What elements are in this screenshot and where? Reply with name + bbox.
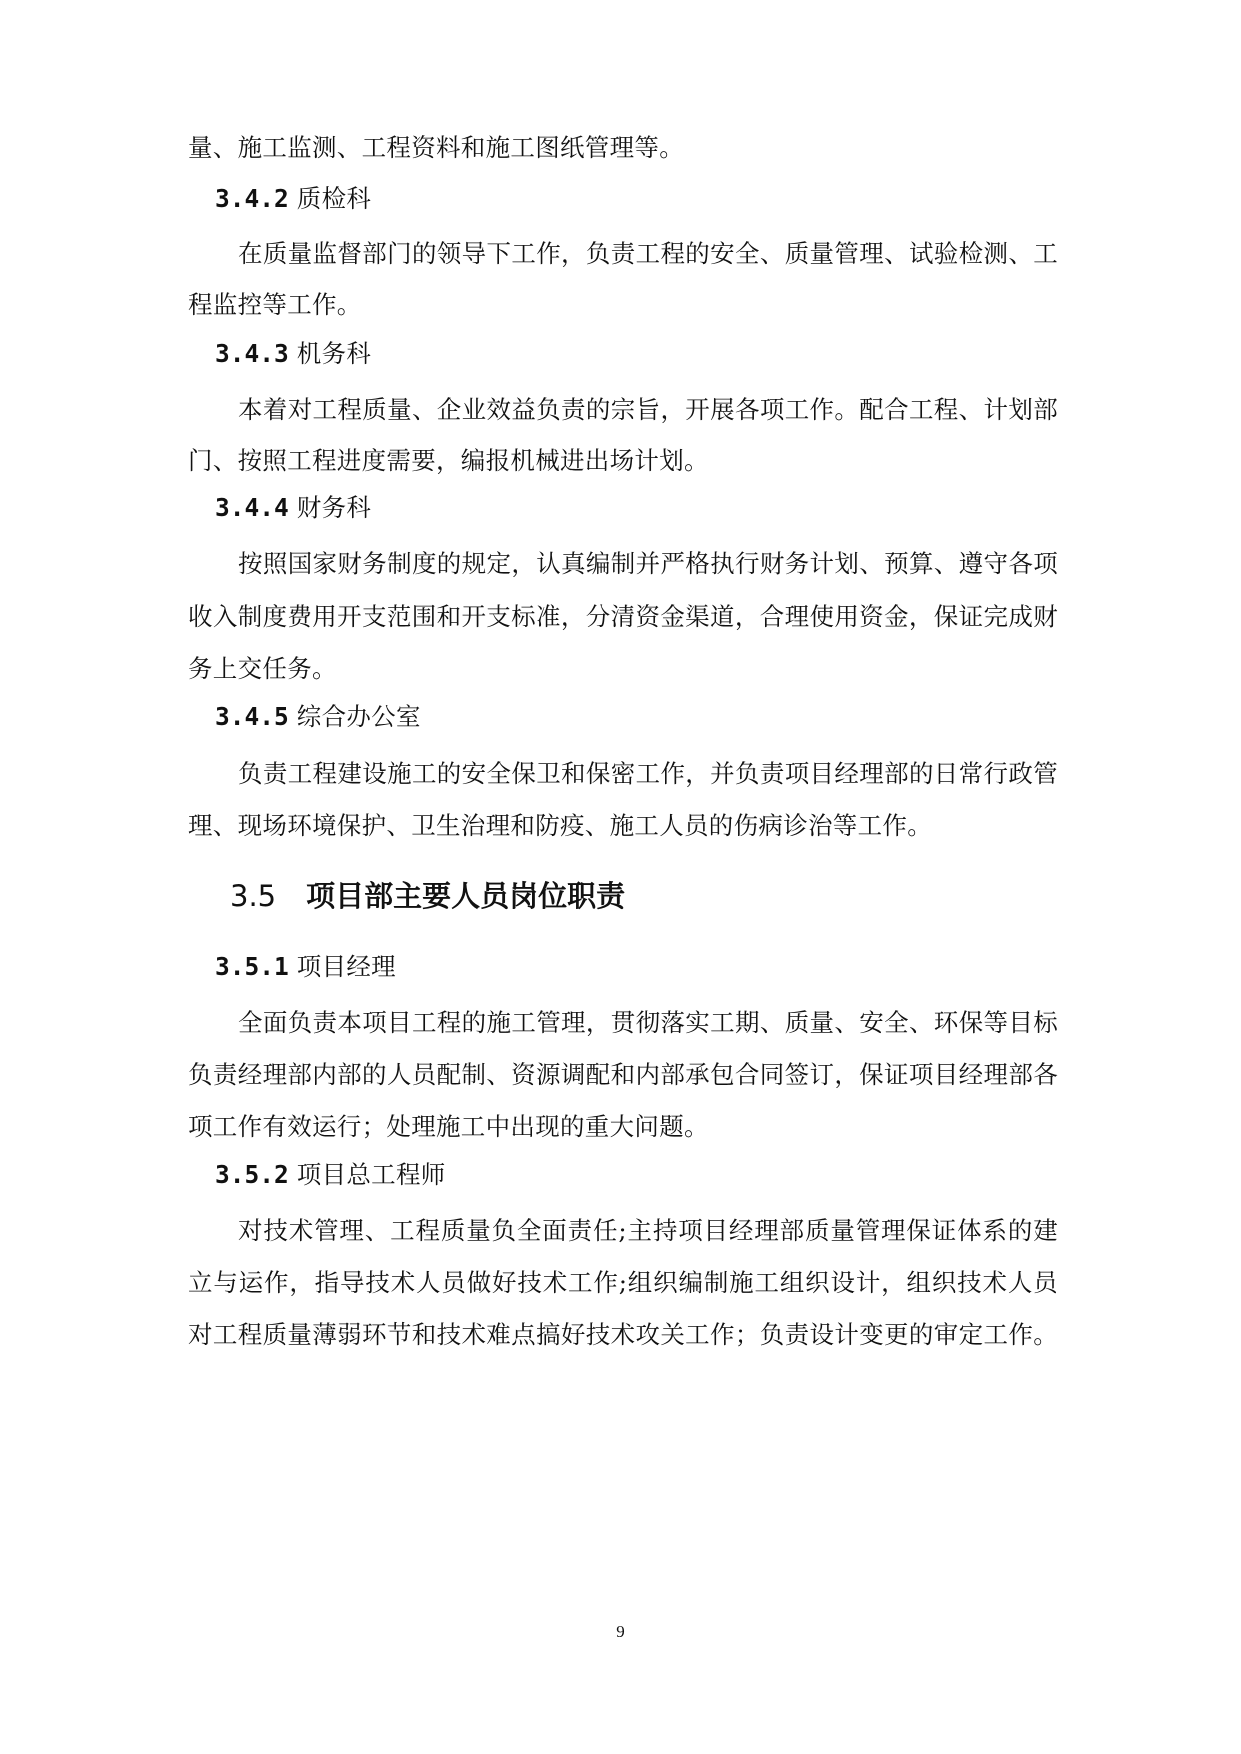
subheading-3-5-1 xyxy=(215,950,1085,984)
subheading-3-4-4 xyxy=(215,491,1085,525)
heading-title: 项目部主要人员岗位职责 xyxy=(306,879,626,913)
subheading-3-4-5 xyxy=(215,700,1085,734)
paragraph-line: 门、按照工程进度需要，编报机械进出场计划。 xyxy=(188,446,709,475)
paragraph-line: 立与运作，指导技术人员做好技术工作;组织编制施工组织设计，组织技术人员 xyxy=(188,1268,1058,1297)
paragraph-line: 在质量监督部门的领导下工作，负责工程的安全、质量管理、试验检测、工 xyxy=(238,239,1058,268)
subheading-3-5-2 xyxy=(215,1158,1085,1192)
subheading-number: 3.5.1 xyxy=(215,952,289,981)
subheading-title: 财务科 xyxy=(296,493,372,522)
page-number: 9 xyxy=(616,1622,625,1641)
text-line: 量、施工监测、工程资料和施工图纸管理等。 xyxy=(188,133,684,162)
subheading-number: 3.4.2 xyxy=(215,184,289,213)
subheading-3-4-2 xyxy=(215,182,1085,216)
subheading-title: 项目经理 xyxy=(296,952,396,981)
paragraph-line: 务上交任务。 xyxy=(188,654,337,683)
section-heading-3-5 xyxy=(230,876,625,916)
paragraph-line: 程监控等工作。 xyxy=(188,290,362,319)
paragraph-line: 负责工程建设施工的安全保卫和保密工作，并负责项目经理部的日常行政管 xyxy=(238,759,1058,788)
paragraph-line: 按照国家财务制度的规定，认真编制并严格执行财务计划、预算、遵守各项 xyxy=(238,549,1058,578)
paragraph-line: 对工程质量薄弱环节和技术难点搞好技术攻关工作；负责设计变更的审定工作。 xyxy=(188,1320,1058,1349)
subheading-title: 综合办公室 xyxy=(296,702,421,731)
paragraph-line: 理、现场环境保护、卫生治理和防疫、施工人员的伤病诊治等工作。 xyxy=(188,811,932,840)
subheading-title: 项目总工程师 xyxy=(296,1160,446,1189)
subheading-number: 3.4.5 xyxy=(215,702,289,731)
paragraph-line: 负责经理部内部的人员配制、资源调配和内部承包合同签订，保证项目经理部各 xyxy=(188,1060,1058,1089)
subheading-number: 3.4.4 xyxy=(215,493,289,522)
heading-number: 3.5 xyxy=(230,879,277,913)
paragraph-line: 收入制度费用开支范围和开支标准，分清资金渠道，合理使用资金，保证完成财 xyxy=(188,602,1058,631)
paragraph-line: 对技术管理、工程质量负全面责任;主持项目经理部质量管理保证体系的建 xyxy=(238,1216,1058,1245)
subheading-number: 3.5.2 xyxy=(215,1160,289,1189)
subheading-title: 质检科 xyxy=(296,184,372,213)
paragraph-line: 本着对工程质量、企业效益负责的宗旨，开展各项工作。配合工程、计划部 xyxy=(238,395,1058,424)
subheading-number: 3.4.3 xyxy=(215,339,289,368)
subheading-3-4-3 xyxy=(215,337,1085,371)
paragraph-line: 项工作有效运行；处理施工中出现的重大问题。 xyxy=(188,1112,709,1141)
paragraph-line: 全面负责本项目工程的施工管理，贯彻落实工期、质量、安全、环保等目标 xyxy=(238,1008,1058,1037)
subheading-title: 机务科 xyxy=(296,339,372,368)
